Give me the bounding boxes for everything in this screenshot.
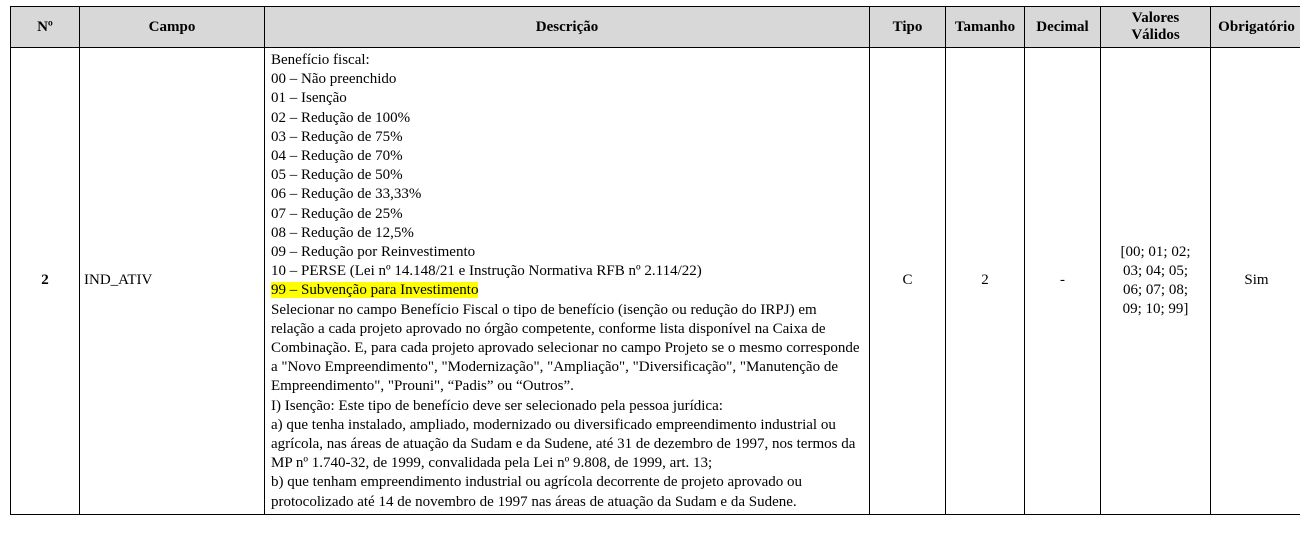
cell-decimal: -: [1025, 48, 1101, 515]
cell-tipo: C: [870, 48, 946, 515]
header-valores-validos: [1101, 7, 1211, 48]
valores-line: 03; 04; 05;: [1122, 262, 1188, 279]
desc-line: 06 – Redução de 33,33%: [271, 186, 422, 203]
cell-num: 2: [11, 48, 80, 515]
valores-line: 09; 10; 99]: [1122, 300, 1189, 317]
desc-line: Benefício fiscal:: [271, 52, 370, 68]
desc-line: 09 – Redução por Reinvestimento: [271, 244, 476, 261]
desc-line: 08 – Redução de 12,5%: [271, 224, 414, 241]
desc-paragraph: I) Isenção: Este tipo de benefício deve ser selecionado pela pessoa jurídica:: [271, 397, 723, 414]
desc-line: 01 – Isenção: [271, 90, 347, 107]
desc-line: 00 – Não preenchido: [271, 71, 397, 88]
highlight-mark: 99 – Subvenção para Investimento: [271, 282, 479, 299]
cell-campo: IND_ATIV: [80, 48, 265, 515]
header-num: Nº: [11, 7, 80, 48]
header-obrigatorio: Obrigatório: [1211, 7, 1300, 48]
table-row: [11, 48, 1300, 515]
desc-line: 02 – Redução de 100%: [271, 109, 411, 126]
cell-descricao: [265, 48, 870, 515]
valores-line: 06; 07; 08;: [1122, 281, 1188, 298]
cell-obrigatorio: Sim: [1211, 48, 1300, 515]
desc-line: 03 – Redução de 75%: [271, 128, 403, 145]
desc-line: 05 – Redução de 50%: [271, 167, 403, 184]
header-valores-line2: Válidos: [1131, 27, 1180, 43]
cell-valores-validos: [1101, 48, 1211, 515]
header-tipo: Tipo: [870, 7, 946, 48]
desc-paragraph: a) que tenha instalado, ampliado, modernizado ou diversificado empreendimento industrial ou agrícola, nas áreas de atuação da Sudam e da Sudene, até 31 de dezembro de 1997, nos termos da MP nº 1.740-32, de 1999, convalidada pela Lei nº 9.808, de 1999, art. 13;: [271, 416, 856, 472]
header-valores-line1: Valores: [1131, 10, 1180, 26]
cell-tamanho: 2: [946, 48, 1025, 515]
desc-line: 07 – Redução de 25%: [271, 205, 403, 222]
header-descricao: Descrição: [265, 7, 870, 48]
desc-line-highlighted: [271, 281, 863, 300]
valores-line: [00; 01; 02;: [1120, 243, 1191, 260]
field-spec-table: [10, 6, 1300, 515]
header-row: [11, 7, 1300, 48]
desc-paragraph: b) que tenham empreendimento industrial ou agrícola decorrente de projeto aprovado ou protocolizado até 14 de novembro de 1997 nas áreas de atuação da Sudam e da Sudene.: [271, 474, 803, 510]
header-campo: Campo: [80, 7, 265, 48]
header-tamanho: Tamanho: [946, 7, 1025, 48]
desc-line: 04 – Redução de 70%: [271, 148, 403, 165]
header-decimal: Decimal: [1025, 7, 1101, 48]
desc-paragraph: Selecionar no campo Benefício Fiscal o tipo de benefício (isenção ou redução do IRPJ) em relação a cada projeto aprovado no órgão competente, conforme lista disponível na Caixa de Combinação. E, para cada projeto aprovado selecionar no campo Projeto se o mesmo corresponde a "Novo Empreendimento", "Modernização", "Ampliação", "Diversificação", "Manutenção de Empreendimento", "Prouni", “Padis” ou “Outros”.: [271, 301, 860, 395]
desc-line: 10 – PERSE (Lei nº 14.148/21 e Instrução Normativa RFB nº 2.114/22): [271, 263, 702, 280]
